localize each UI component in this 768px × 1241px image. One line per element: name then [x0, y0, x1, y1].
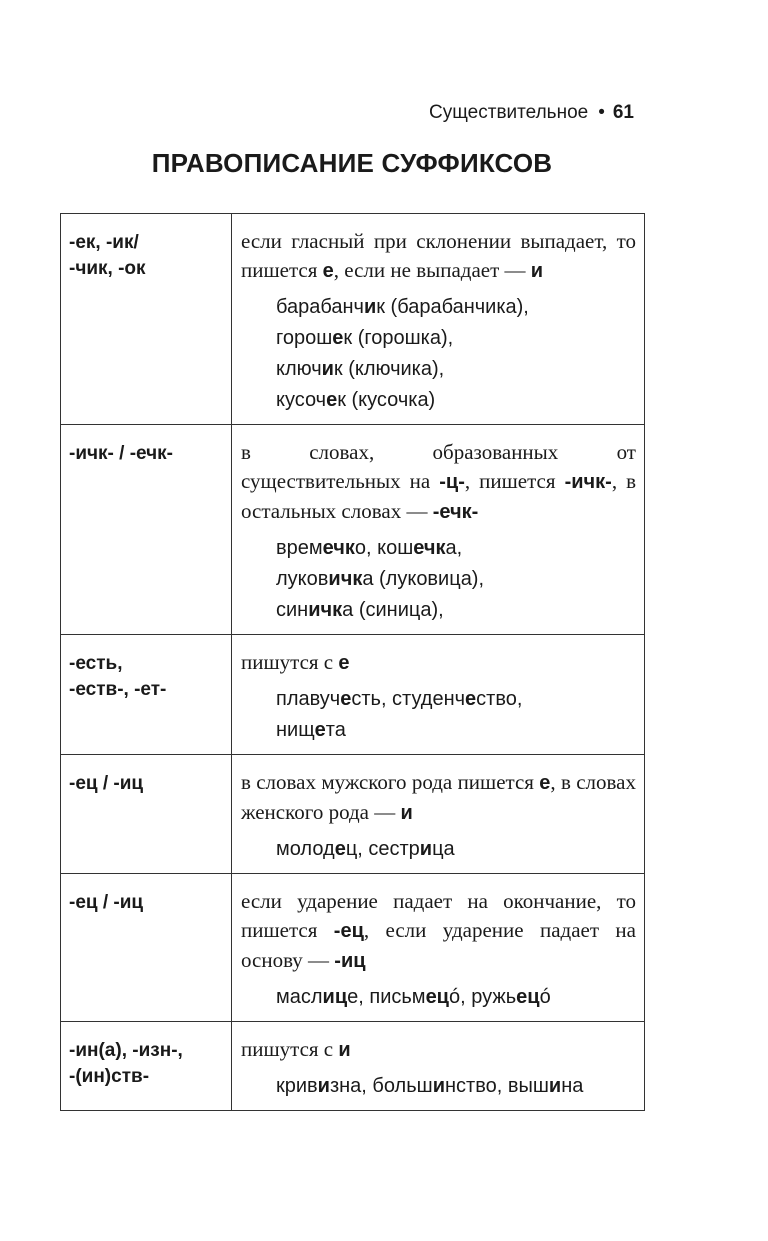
example-text: врем [276, 537, 323, 559]
example-line [276, 292, 636, 323]
example-text: масл [276, 986, 323, 1008]
rule-text: , пишется [464, 469, 565, 493]
table-row [61, 1022, 645, 1111]
example-highlight: ец [425, 986, 449, 1008]
example-text: а (луковица), [362, 568, 485, 590]
rule-highlight: -ечк- [432, 501, 479, 523]
suffix-cell [61, 1022, 232, 1111]
rule-text: в словах мужского рода пишется [241, 770, 540, 794]
section-name: Существительное [429, 102, 589, 123]
example-text: ца [432, 838, 455, 860]
rule-cell [232, 635, 645, 755]
table-row [61, 635, 645, 755]
examples-block [241, 684, 636, 746]
suffix-label: -ек, -ик/ [69, 232, 139, 253]
example-highlight: ечк [322, 537, 355, 559]
example-text: нство, выш [445, 1075, 549, 1097]
suffix-label: -ец / -иц [69, 773, 144, 794]
example-highlight: и [432, 1075, 445, 1097]
examples-block [241, 533, 636, 626]
rule-text [241, 438, 636, 527]
example-highlight: и [317, 1075, 330, 1097]
example-line [276, 1071, 636, 1102]
suffix-label: -ин(а), -изн-, [69, 1040, 183, 1061]
example-line [276, 564, 636, 595]
rule-cell [232, 874, 645, 1022]
rule-text [241, 887, 636, 976]
example-text: син [276, 599, 309, 621]
suffix-cell [61, 635, 232, 755]
table-row [61, 214, 645, 425]
example-text: барабанч [276, 296, 364, 318]
page-title: ПРАВОПИСАНИЕ СУФФИКСОВ [151, 148, 553, 178]
example-highlight: е [332, 327, 344, 349]
example-text: а, [445, 537, 463, 559]
suffix-cell [61, 755, 232, 874]
rule-text: , если не выпадает — [333, 258, 531, 282]
table-body [61, 214, 645, 1111]
rule-highlight: и [400, 802, 413, 824]
page-number: 61 [612, 102, 634, 123]
rule-highlight: е [322, 260, 334, 282]
suffix-label: -еств-, -ет- [69, 679, 167, 700]
example-text: на [561, 1075, 584, 1097]
example-text: к (горошка), [343, 327, 454, 349]
rule-highlight: е [338, 652, 350, 674]
example-text: плавуч [276, 688, 341, 710]
examples-block [241, 982, 636, 1013]
rule-cell [232, 425, 645, 635]
rule-cell [232, 755, 645, 874]
rule-highlight: и [338, 1039, 351, 1061]
rule-text [241, 648, 636, 678]
example-line [276, 595, 636, 626]
example-highlight: е [314, 719, 326, 741]
rule-text [241, 768, 636, 828]
rule-cell [232, 1022, 645, 1111]
rule-highlight: -ц- [439, 471, 465, 493]
example-text: сть, студенч [351, 688, 466, 710]
example-text: ство, [476, 688, 523, 710]
example-line [276, 354, 636, 385]
bullet-separator: • [598, 102, 605, 123]
rule-text: , если ударение падает на основу — [241, 918, 636, 972]
running-head [429, 102, 634, 124]
example-text: к (барабанчика), [376, 296, 529, 318]
suffix-label: -есть, [69, 653, 123, 674]
example-line [276, 834, 636, 865]
examples-block [241, 292, 636, 416]
suffix-label: -ичк- / -ечк- [69, 443, 173, 464]
example-highlight: и [363, 296, 377, 318]
example-line [276, 323, 636, 354]
example-highlight: е [340, 688, 352, 710]
example-line [276, 533, 636, 564]
rule-text: если ударение падает на окончание, то пишется [241, 889, 636, 942]
rule-highlight: -ец [333, 920, 364, 942]
example-line [276, 982, 636, 1013]
example-text: луков [276, 568, 329, 590]
suffix-label: -ец / -иц [69, 892, 144, 913]
example-highlight: и [321, 358, 334, 380]
rule-text: , в остальных словах — [241, 469, 637, 523]
example-highlight: иц [322, 986, 348, 1008]
rule-text: пишутся с [241, 1037, 339, 1061]
suffix-cell [61, 874, 232, 1022]
example-highlight: и [419, 838, 433, 860]
rule-text: , в словах женского рода — [241, 770, 636, 824]
example-text: ключ [276, 358, 322, 380]
example-text: к (кусочка) [337, 389, 436, 411]
rule-text [241, 1035, 636, 1065]
rule-text: если гласный при склонении выпадает, то пишется [241, 229, 636, 282]
suffix-label: -чик, -ок [69, 258, 146, 279]
example-highlight: е [326, 389, 338, 411]
example-highlight: ец [516, 986, 540, 1008]
example-highlight: ичк [328, 568, 363, 590]
example-text: горош [276, 327, 333, 349]
example-text: е, письм [347, 986, 426, 1008]
example-text: зна, больш [329, 1075, 433, 1097]
example-highlight: е [465, 688, 477, 710]
example-text: нищ [276, 719, 315, 741]
example-line [276, 715, 636, 746]
suffix-cell [61, 214, 232, 425]
example-line [276, 684, 636, 715]
rule-text: в словах, образованных от существительных на [241, 440, 636, 493]
example-highlight: ичк [308, 599, 343, 621]
example-highlight: е [334, 838, 346, 860]
rule-cell [232, 214, 645, 425]
example-text: ó [539, 986, 551, 1008]
example-text: молод [276, 838, 335, 860]
example-text: кусоч [276, 389, 327, 411]
suffix-label: -(ин)ств- [69, 1066, 150, 1087]
table-row [61, 425, 645, 635]
table-row [61, 755, 645, 874]
example-highlight: ечк [413, 537, 446, 559]
example-text: крив [276, 1075, 318, 1097]
table-row [61, 874, 645, 1022]
example-text: о, кош [354, 537, 414, 559]
example-highlight: и [548, 1075, 562, 1097]
suffix-cell [61, 425, 232, 635]
examples-block [241, 834, 636, 865]
example-text: ц, сестр [345, 838, 420, 860]
rule-text [241, 227, 636, 286]
example-line [276, 385, 636, 416]
rule-highlight: -ичк- [564, 471, 612, 493]
suffix-rules-table [60, 213, 645, 1111]
example-text: к (ключика), [333, 358, 445, 380]
example-text: а (синица), [342, 599, 444, 621]
example-text: та [325, 719, 346, 741]
rule-highlight: е [539, 772, 551, 794]
rule-highlight: и [530, 260, 544, 282]
rule-text: пишутся с [241, 650, 339, 674]
examples-block [241, 1071, 636, 1102]
rule-highlight: -иц [334, 950, 366, 972]
example-text: ó, ружь [448, 986, 517, 1008]
